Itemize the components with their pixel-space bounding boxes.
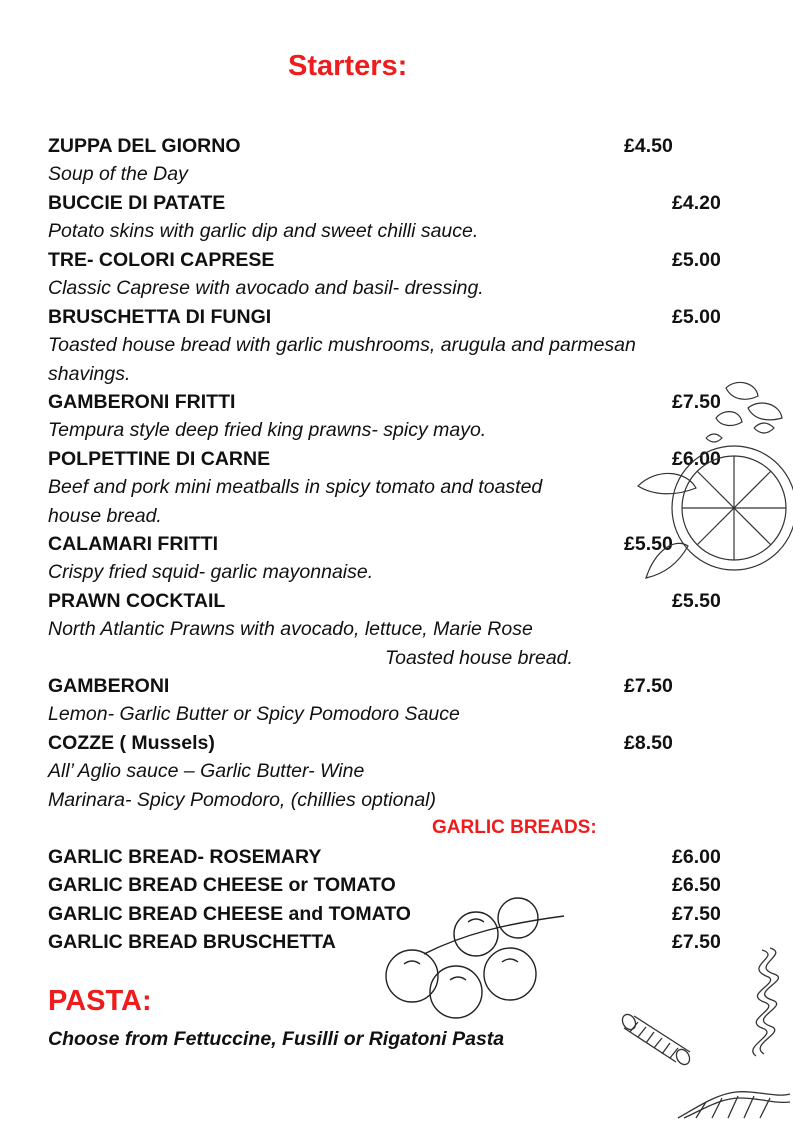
menu-item-price: £7.50	[672, 931, 721, 953]
tomato-vine-illustration	[384, 894, 566, 1022]
menu-item-price: £8.50	[624, 732, 673, 754]
menu-item-desc: Soup of the Day	[48, 163, 188, 185]
fusilli-illustration	[740, 944, 792, 1059]
rigatoni-illustration	[618, 1012, 696, 1072]
menu-item-price: £7.50	[672, 903, 721, 925]
menu-item-name: PRAWN COCKTAIL	[48, 590, 226, 612]
menu-item-name: TRE- COLORI CAPRESE	[48, 249, 275, 271]
menu-item-desc: house bread.	[48, 505, 162, 527]
starters-heading: Starters:	[288, 50, 408, 82]
menu-item-desc: Toasted house bread.	[385, 647, 573, 669]
menu-item-name: GARLIC BREAD CHEESE or TOMATO	[48, 874, 396, 896]
pasta-note: Choose from Fettuccine, Fusilli or Rigatoni Pasta	[48, 1028, 505, 1050]
menu-item-name: BUCCIE DI PATATE	[48, 192, 226, 214]
menu-item-price: £4.50	[624, 135, 673, 157]
menu-item-desc: Marinara- Spicy Pomodoro, (chillies optional)	[48, 789, 436, 811]
menu-item-price: £5.00	[672, 306, 721, 328]
menu-item-desc: All’ Aglio sauce – Garlic Butter- Wine	[48, 760, 365, 782]
menu-item-name: GARLIC BREAD CHEESE and TOMATO	[48, 903, 411, 925]
menu-item-name: GAMBERONI	[48, 675, 170, 697]
menu-item-desc: Beef and pork mini meatballs in spicy tomato and toasted	[48, 476, 543, 498]
menu-item-price: £5.00	[672, 249, 721, 271]
menu-item-price: £6.00	[672, 448, 721, 470]
menu-item-desc: North Atlantic Prawns with avocado, lettuce, Marie Rose	[48, 618, 533, 640]
pasta-heading: PASTA:	[48, 985, 152, 1017]
menu-item-name: BRUSCHETTA DI FUNGI	[48, 306, 272, 328]
lemon-illustration	[636, 378, 793, 588]
menu-item-desc: Toasted house bread with garlic mushrooms, arugula and parmesan	[48, 334, 636, 356]
pasta-strands-illustration	[676, 1088, 792, 1120]
menu-item-name: GARLIC BREAD BRUSCHETTA	[48, 931, 336, 953]
menu-item-price: £6.00	[672, 846, 721, 868]
menu-item-name: POLPETTINE DI CARNE	[48, 448, 271, 470]
menu-item-name: GAMBERONI FRITTI	[48, 391, 236, 413]
garlic-breads-heading: GARLIC BREADS:	[432, 817, 597, 838]
menu-item-price: £5.50	[624, 533, 673, 555]
menu-item-price: £5.50	[672, 590, 721, 612]
menu-item-desc: Lemon- Garlic Butter or Spicy Pomodoro Sauce	[48, 703, 460, 725]
menu-item-desc: Tempura style deep fried king prawns- spicy mayo.	[48, 419, 487, 441]
menu-item-name: GARLIC BREAD- ROSEMARY	[48, 846, 322, 868]
menu-item-desc: Potato skins with garlic dip and sweet chilli sauce.	[48, 220, 479, 242]
menu-item-name: CALAMARI FRITTI	[48, 533, 219, 555]
menu-item-price: £7.50	[672, 391, 721, 413]
menu-item-desc: shavings.	[48, 363, 131, 385]
menu-item-desc: Classic Caprese with avocado and basil- dressing.	[48, 277, 484, 299]
menu-item-price: £4.20	[672, 192, 721, 214]
menu-item-desc: Crispy fried squid- garlic mayonnaise.	[48, 561, 374, 583]
menu-item-price: £7.50	[624, 675, 673, 697]
menu-item-price: £6.50	[672, 874, 721, 896]
menu-item-name: COZZE ( Mussels)	[48, 732, 215, 754]
menu-item-name: ZUPPA DEL GIORNO	[48, 135, 241, 157]
